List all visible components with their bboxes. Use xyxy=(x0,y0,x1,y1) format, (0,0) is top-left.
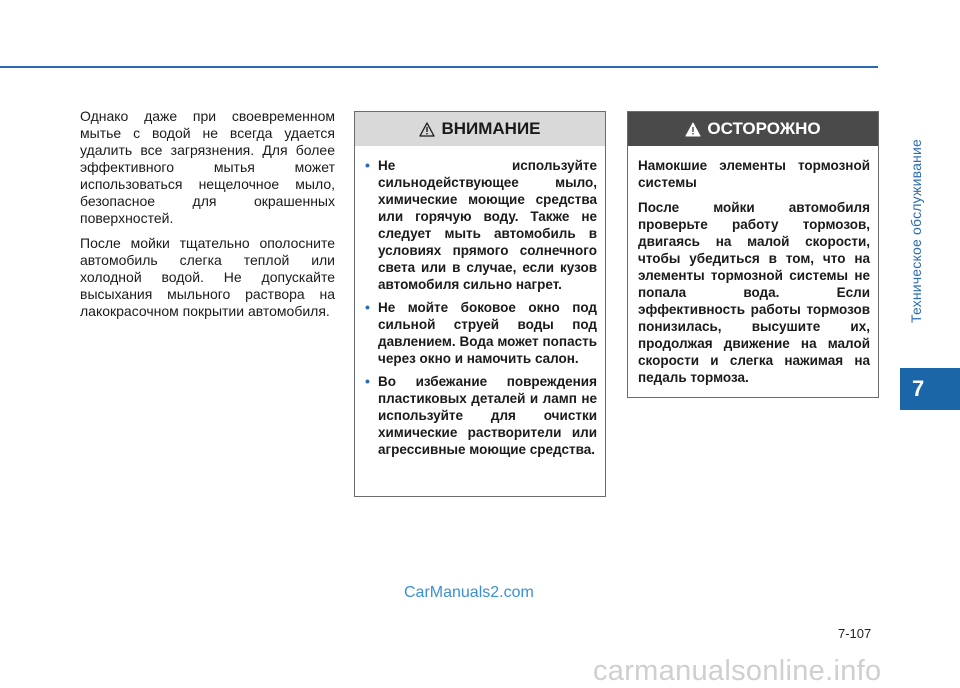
chapter-number: 7 xyxy=(912,376,925,401)
caution-header xyxy=(628,112,878,146)
warning-item: • Не используйте сильнодействующее мыло, химические моющие средства или горячую воду. Также не следует мыть автомобиль в условиях прямого солнечного света или в случае, если кузов автомобиля сильно нагрет. xyxy=(365,157,597,292)
warning-item: • Не мойте боковое окно под сильной струей воды под давлением. Вода может попасть через окно и намочить салон. xyxy=(365,299,597,366)
bullet-icon: • xyxy=(365,299,370,315)
section-title-text: Техническое обслуживание xyxy=(908,138,925,323)
warning-panel xyxy=(354,111,606,497)
warning-body xyxy=(355,146,605,458)
bullet-icon: • xyxy=(365,373,370,389)
bullet-icon: • xyxy=(365,157,370,173)
footer-watermark: carmanualsonline.info xyxy=(593,655,882,687)
section-side-title xyxy=(901,98,931,363)
warning-triangle-outline-icon xyxy=(419,122,435,137)
caution-panel xyxy=(627,111,879,398)
chapter-tab xyxy=(900,368,960,410)
warning-triangle-filled-icon xyxy=(685,122,701,137)
caution-title: ОСТОРОЖНО xyxy=(707,119,821,138)
warning-header xyxy=(355,112,605,146)
watermark-link[interactable]: CarManuals2.com xyxy=(404,584,534,601)
header-rule xyxy=(0,66,878,68)
body-paragraph: После мойки тщательно ополосните автомобиль слегка теплой или холодной водой. Не допускайте высыхания мыльного раствора на лакокрасочном покрытии автомобиля. xyxy=(80,235,335,319)
caution-body xyxy=(628,146,878,386)
body-paragraph: Однако даже при своевременном мытье с водой не всегда удается удалить все загрязнения. Для более эффективного мытья может использоваться нещелочное мыло, безопасное для окрашенных поверхностей. xyxy=(80,108,335,226)
warning-list xyxy=(365,157,597,458)
page-number: 7-107 xyxy=(838,626,872,641)
caution-text: После мойки автомобиля проверьте работу тормозов, двигаясь на малой скорости, чтобы убедиться в том, что на элементы тормозной системы не попала вода. Если эффективность работы тормозов понизилась, высушите их, продолжая движение на малой скорости и слегка нажимая на педаль тормоза. xyxy=(638,200,870,385)
warning-item: • Во избежание повреждения пластиковых деталей и ламп не используйте для очистки химические растворители или агрессивные моющие средства. xyxy=(365,373,597,457)
body-text-column xyxy=(80,108,335,328)
warning-title: ВНИМАНИЕ xyxy=(441,119,541,138)
caution-subhead: Намокшие элементы тормозной системы xyxy=(638,158,870,190)
